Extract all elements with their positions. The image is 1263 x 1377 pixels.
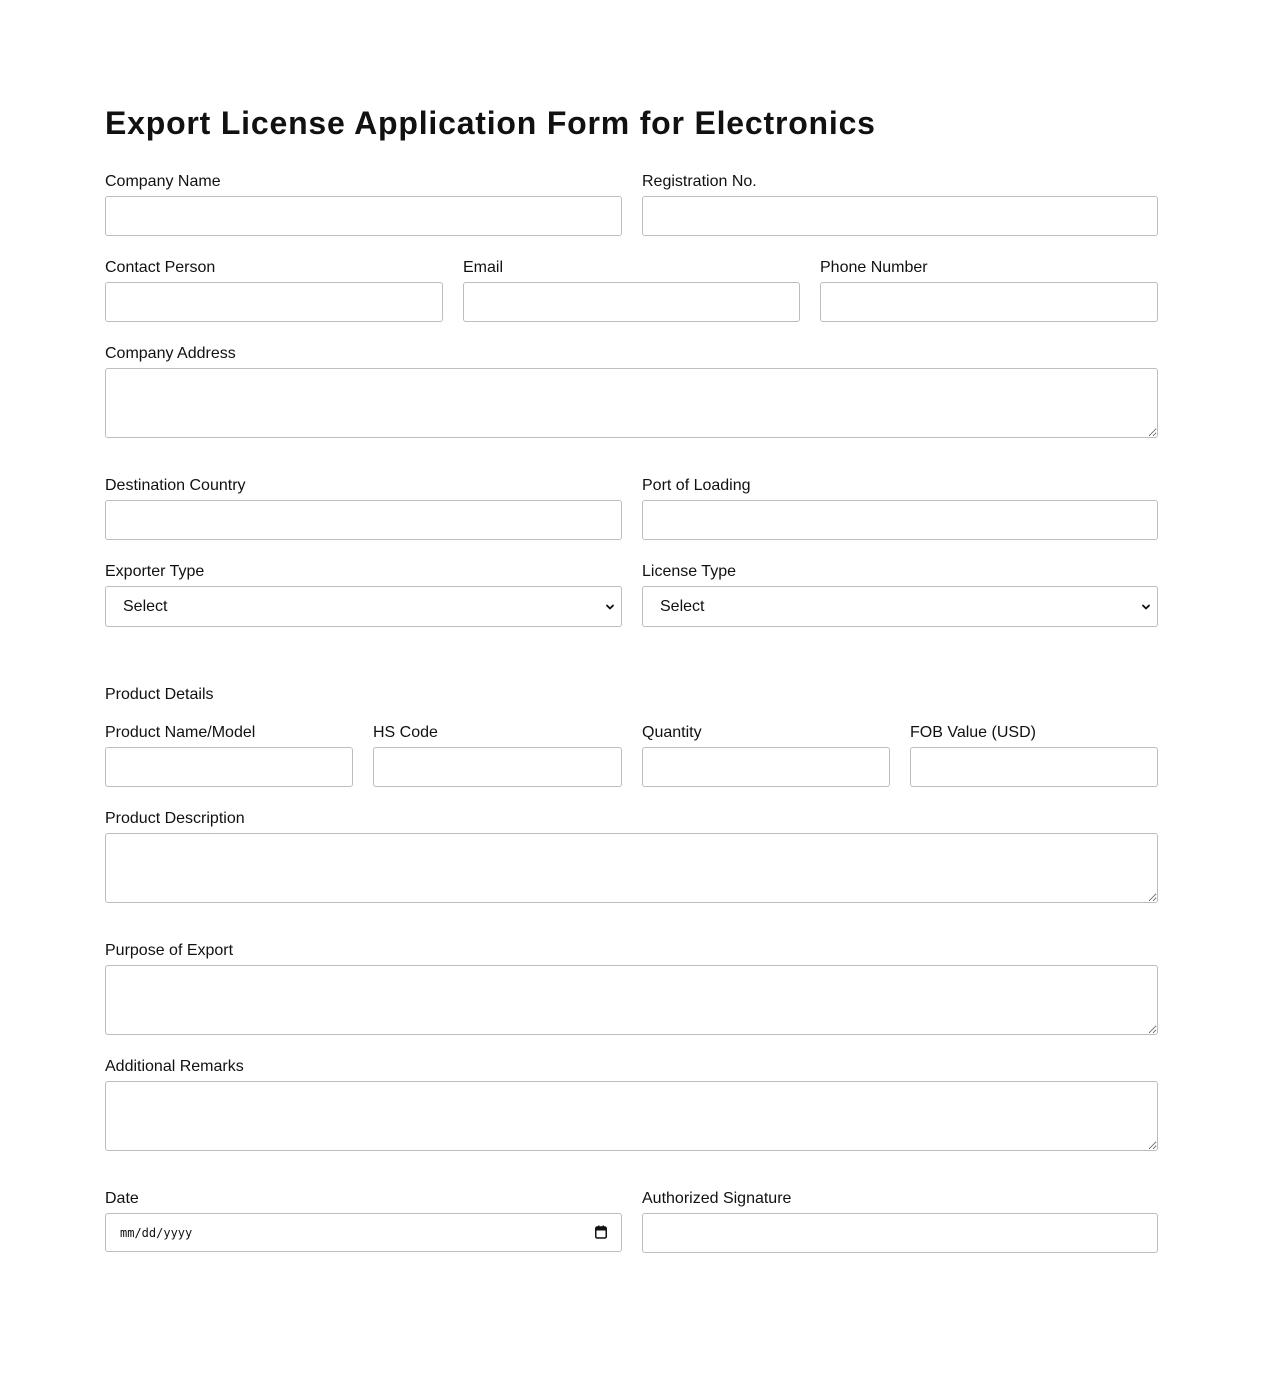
additional-remarks-label: Additional Remarks [105, 1058, 244, 1075]
license-type-label: License Type [642, 563, 736, 580]
product-description-textarea[interactable] [105, 833, 1158, 903]
calendar-icon[interactable] [595, 1225, 607, 1239]
fob-value-label: FOB Value (USD) [910, 724, 1036, 741]
date-placeholder: mm/dd/yyyy [120, 1226, 193, 1240]
port-of-loading-input[interactable] [642, 500, 1158, 540]
exporter-type-select[interactable] [105, 586, 622, 627]
contact-person-label: Contact Person [105, 259, 216, 276]
authorized-signature-label: Authorized Signature [642, 1190, 792, 1207]
phone-number-label: Phone Number [820, 259, 928, 276]
exporter-type-label: Exporter Type [105, 563, 205, 580]
hs-code-input[interactable] [373, 747, 622, 787]
chevron-down-icon [605, 602, 615, 612]
destination-country-input[interactable] [105, 500, 622, 540]
company-name-input[interactable] [105, 196, 622, 236]
quantity-label: Quantity [642, 724, 702, 741]
port-of-loading-label: Port of Loading [642, 477, 751, 494]
product-name-model-input[interactable] [105, 747, 353, 787]
additional-remarks-textarea[interactable] [105, 1081, 1158, 1151]
email-input[interactable] [463, 282, 800, 322]
exporter-type-selected-value: Select [123, 598, 168, 615]
date-input[interactable] [105, 1213, 622, 1252]
product-name-model-label: Product Name/Model [105, 724, 256, 741]
quantity-input[interactable] [642, 747, 890, 787]
company-address-textarea[interactable] [105, 368, 1158, 438]
registration-no-label: Registration No. [642, 173, 757, 190]
license-type-select[interactable] [642, 586, 1158, 627]
authorized-signature-input[interactable] [642, 1213, 1158, 1253]
product-details-heading: Product Details [105, 686, 214, 703]
product-description-label: Product Description [105, 810, 245, 827]
destination-country-label: Destination Country [105, 477, 246, 494]
company-name-label: Company Name [105, 173, 221, 190]
contact-person-input[interactable] [105, 282, 443, 322]
chevron-down-icon [1141, 602, 1151, 612]
fob-value-input[interactable] [910, 747, 1158, 787]
purpose-of-export-label: Purpose of Export [105, 942, 234, 959]
hs-code-label: HS Code [373, 724, 438, 741]
phone-number-input[interactable] [820, 282, 1158, 322]
company-address-label: Company Address [105, 345, 236, 362]
page-title: Export License Application Form for Electronics [105, 105, 876, 141]
date-label: Date [105, 1190, 139, 1207]
registration-no-input[interactable] [642, 196, 1158, 236]
email-label: Email [463, 259, 504, 276]
license-type-selected-value: Select [660, 598, 705, 615]
purpose-of-export-textarea[interactable] [105, 965, 1158, 1035]
